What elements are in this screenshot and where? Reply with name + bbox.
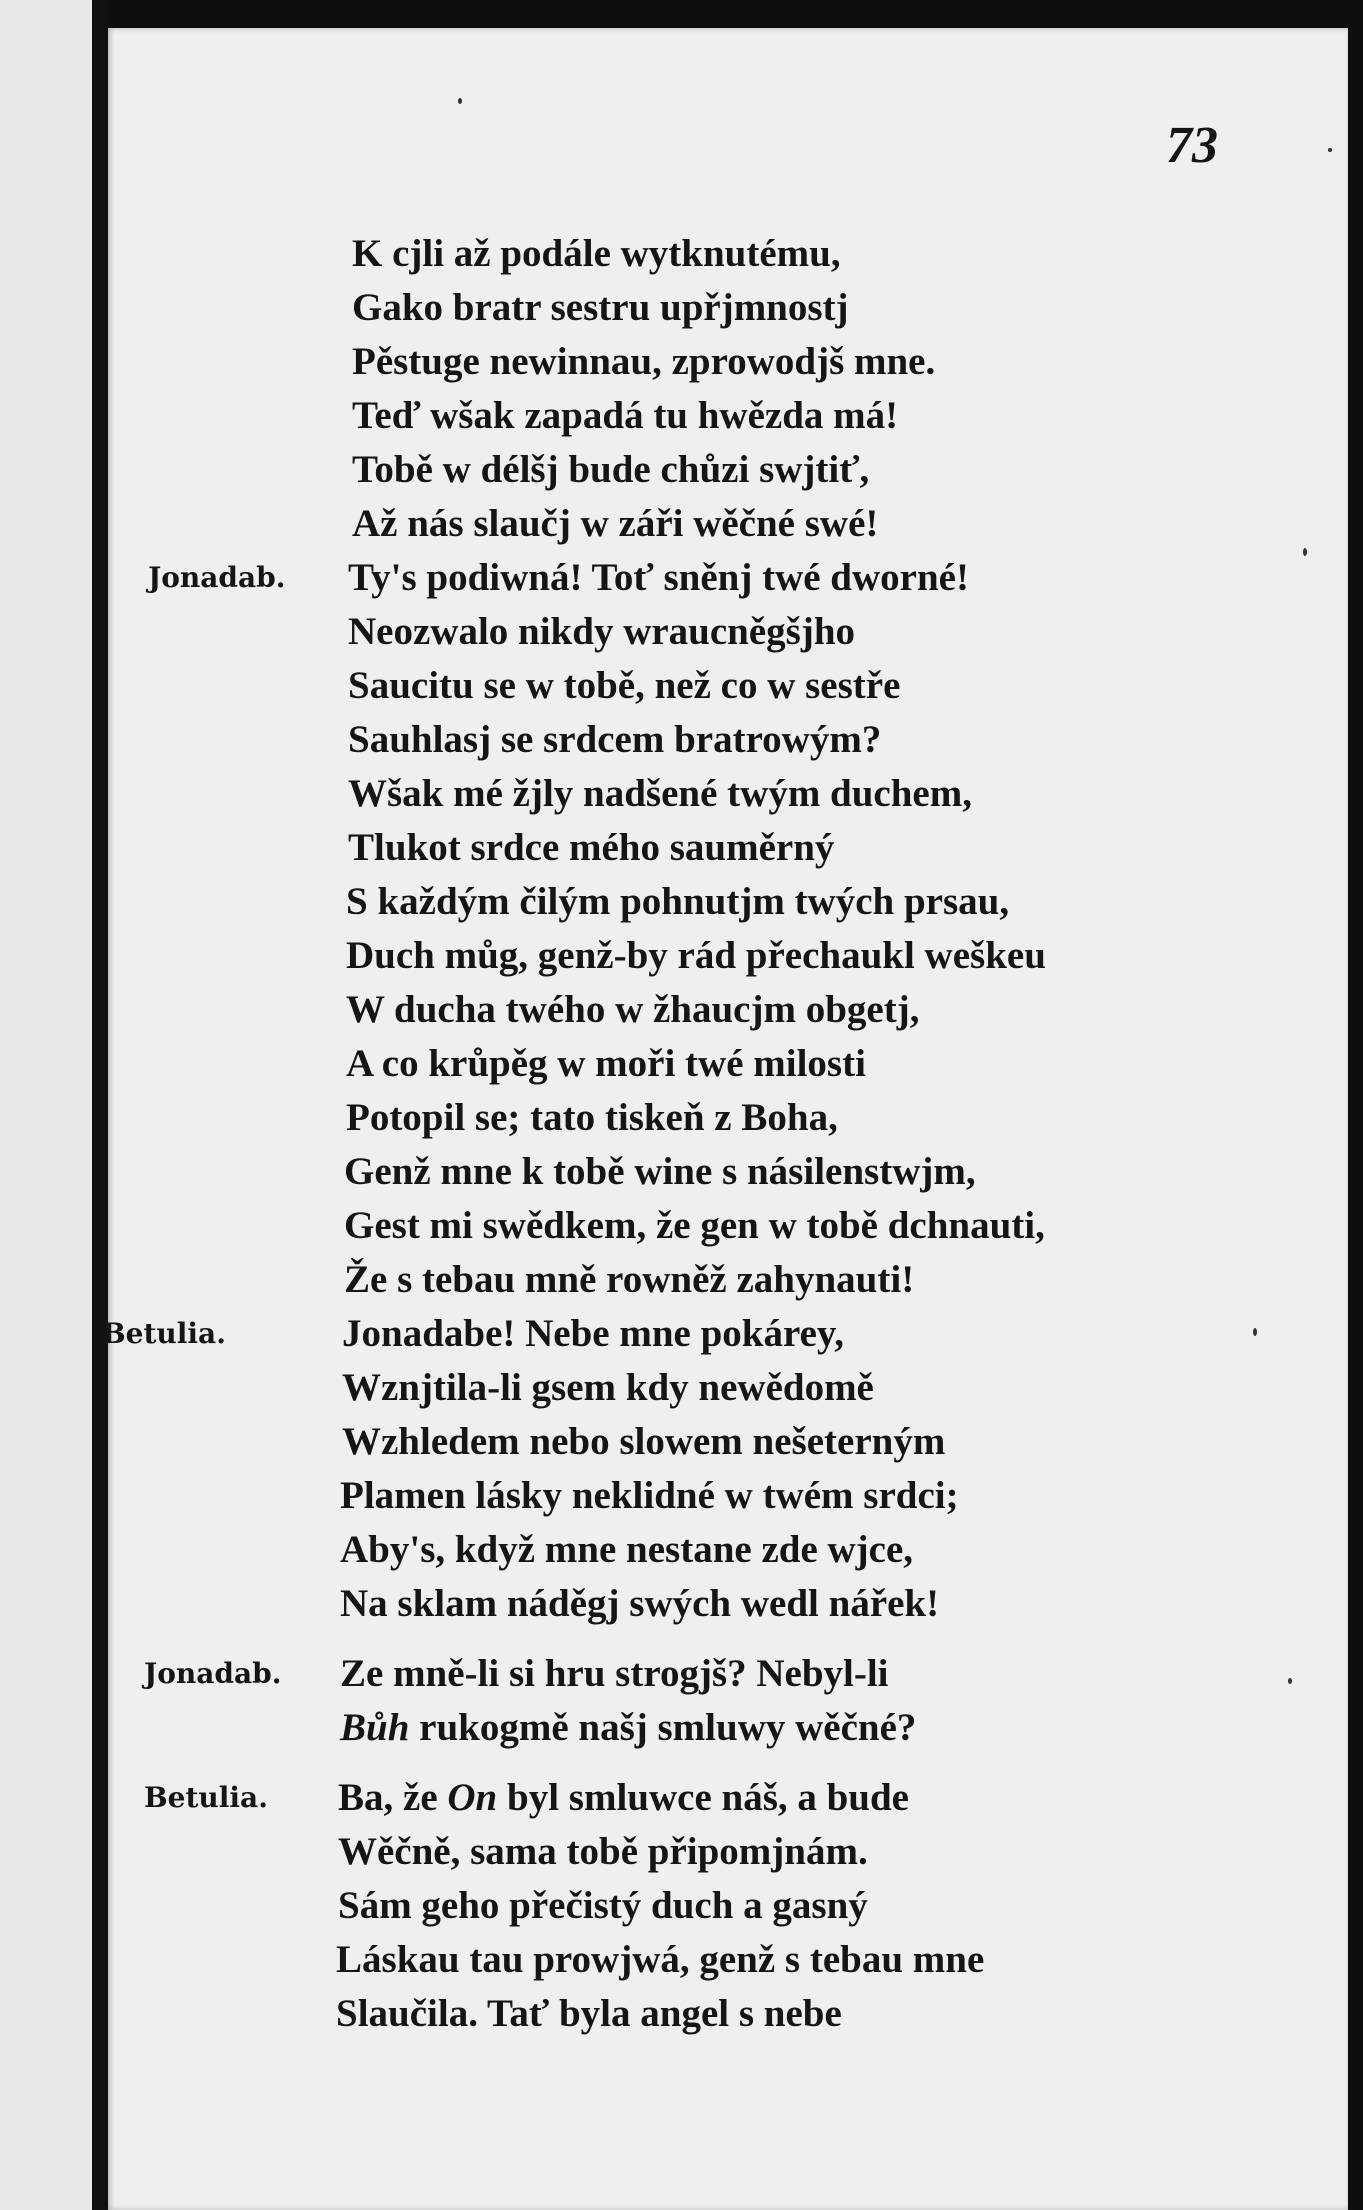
speaker-name: Betulia. bbox=[102, 1317, 226, 1350]
verse-text: Ze mně-li si hru strogjš? Nebyl-li bbox=[340, 1652, 889, 1695]
verse-text: Gest mi swědkem, že gen w tobě dchnauti, bbox=[344, 1204, 1045, 1247]
page-number: 73 bbox=[1166, 117, 1218, 174]
verse-text: Sauhlasj se srdcem bratrowým? bbox=[348, 718, 882, 761]
scan-speck bbox=[1253, 1328, 1257, 1336]
scan-speck bbox=[1328, 148, 1332, 152]
verse-text: Wzhledem nebo slowem nešeterným bbox=[342, 1420, 946, 1463]
verse-text-rest: byl smluwce náš, a bude bbox=[497, 1776, 909, 1819]
speaker-name: Jonadab. bbox=[144, 1657, 282, 1690]
verse-text: Saucitu se w tobě, než co w sestře bbox=[348, 664, 901, 707]
verse-text: Na sklam náděgj swých wedl nářek! bbox=[340, 1582, 940, 1625]
scan-speck bbox=[1288, 1678, 1292, 1684]
verse-text: Ty's podiwná! Toť sněnj twé dworné! bbox=[348, 556, 969, 599]
verse-text: Duch můg, genž-by rád přechaukl weškeu bbox=[346, 934, 1046, 977]
scan-speck bbox=[1303, 548, 1307, 556]
verse-text: Tobě w délšj bude chůzi swjtiť, bbox=[352, 448, 870, 491]
speaker-name: Betulia. bbox=[144, 1781, 268, 1814]
verse-text: W ducha twého w žhaucjm obgetj, bbox=[346, 988, 920, 1031]
verse-text: Tlukot srdce mého sauměrný bbox=[348, 826, 835, 869]
emphasized-word: On bbox=[447, 1776, 498, 1819]
verse-text-pre: Ba, že bbox=[338, 1776, 448, 1819]
verse-text: Wšak mé žjly nadšené twým duchem, bbox=[348, 772, 972, 815]
verse-text: Láskau tau prowjwá, genž s tebau mne bbox=[336, 1938, 985, 1981]
verse-text: Jonadabe! Nebe mne pokárey, bbox=[342, 1312, 844, 1355]
verse-text: Teď wšak zapadá tu hwězda má! bbox=[352, 394, 899, 437]
emphasized-word: Bůh bbox=[340, 1706, 410, 1749]
verse-text: Genž mne k tobě wine s násilenstwjm, bbox=[344, 1150, 976, 1193]
scan-speck bbox=[458, 98, 462, 104]
verse-text: Potopil se; tato tiskeň z Boha, bbox=[346, 1096, 838, 1139]
verse-text: Wznjtila-li gsem kdy newědomě bbox=[342, 1366, 874, 1409]
verse-text: A co krůpěg w moři twé milosti bbox=[346, 1042, 866, 1085]
verse-text: K cjli až podále wytknutému, bbox=[352, 232, 841, 275]
verse-text: Plamen lásky neklidné w twém srdci; bbox=[340, 1474, 959, 1517]
verse-text: Pěstuge newinnau, zprowodjš mne. bbox=[352, 340, 936, 383]
verse-text: Sám geho přečistý duch a gasný bbox=[338, 1884, 868, 1927]
verse-text: Že s tebau mně rowněž zahynauti! bbox=[344, 1258, 915, 1301]
verse-text: Wěčně, sama tobě připomjnám. bbox=[338, 1830, 868, 1873]
verse-text: Aby's, když mne nestane zde wjce, bbox=[340, 1528, 914, 1571]
book-spine-shadow bbox=[92, 0, 108, 2210]
verse-text: Neozwalo nikdy wraucněgšjho bbox=[348, 610, 856, 653]
speaker-name: Jonadab. bbox=[148, 561, 286, 594]
verse-text-rest: rukogmě našj smluwy wěčné? bbox=[409, 1706, 917, 1749]
verse-text bbox=[338, 1778, 909, 1817]
previous-page-edge bbox=[0, 0, 92, 2210]
verse-text: Gako bratr sestru upřjmnostj bbox=[352, 286, 849, 329]
verse-text: S každým čilým pohnutjm twých prsau, bbox=[346, 880, 1010, 923]
verse-text: Slaučila. Tať byla angel s nebe bbox=[336, 1992, 842, 2035]
book-page bbox=[102, 28, 1348, 2210]
verse-text: Až nás slaučj w záři wěčné swé! bbox=[352, 502, 879, 545]
verse-text bbox=[340, 1708, 916, 1747]
